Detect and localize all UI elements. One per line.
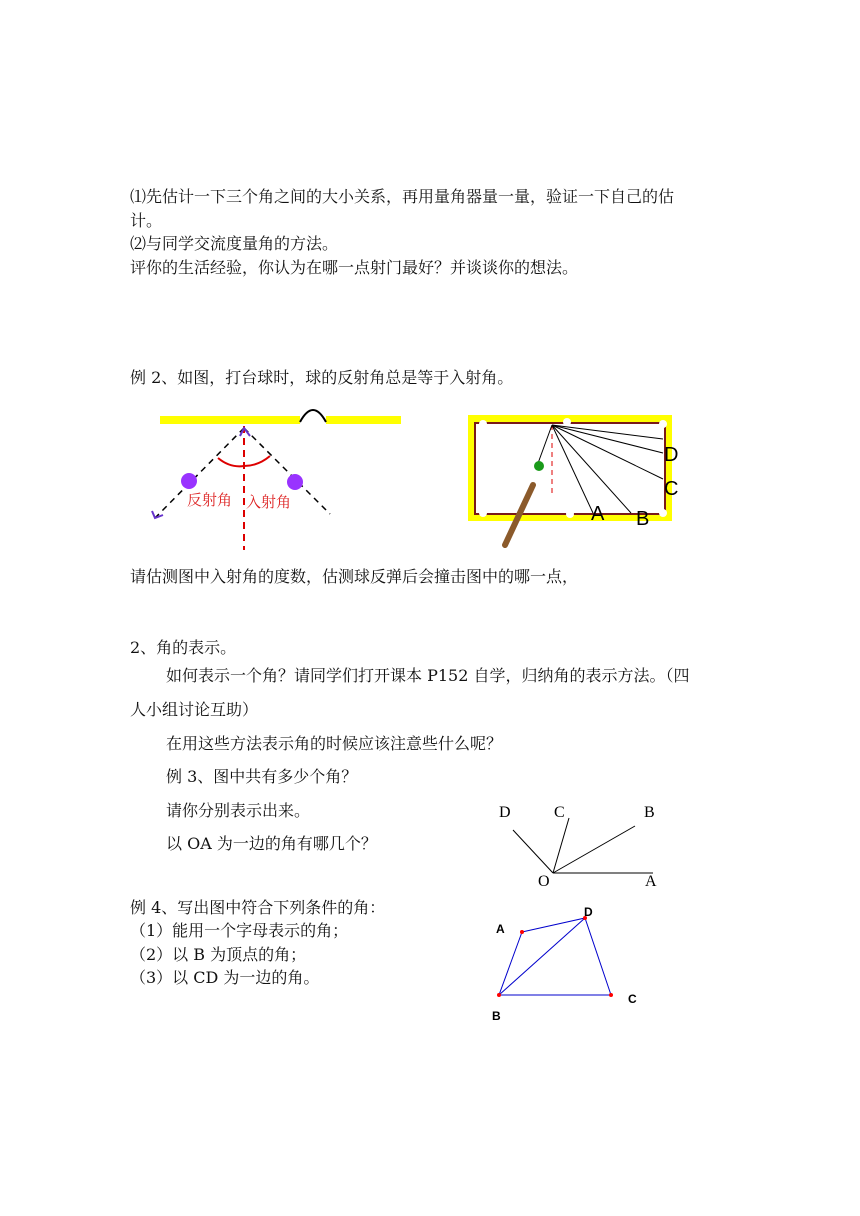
rail-left: [160, 416, 300, 424]
how-text-b: 人小组讨论互助）: [130, 700, 259, 719]
example-4-heading: 例 4、写出图中符合下列条件的角：: [130, 898, 386, 917]
point-a: A: [645, 873, 657, 890]
pocket-tm: [563, 418, 571, 426]
vertex-b: [497, 993, 501, 997]
incident-angle-arc: [244, 456, 270, 466]
reflection-diagram: [150, 400, 410, 550]
example-3-line-b: 请你分别表示出来。: [166, 801, 311, 820]
example-4-item-3: （3）以 CD 为一边的角。: [130, 968, 320, 987]
point-b: B: [636, 508, 650, 530]
point-d: D: [664, 444, 679, 466]
example-4-item-1: （1）能用一个字母表示的角；: [130, 921, 349, 940]
reflect-angle-arc: [218, 458, 244, 466]
ray-od: [513, 830, 553, 873]
label-incident-angle: 入射角: [246, 494, 292, 511]
text-p1b: 计。: [130, 211, 163, 230]
text-p3: 评你的生活经验，你认为在哪一点射门最好？并谈谈你的想法。: [130, 258, 579, 277]
section-2-heading: 2、角的表示。: [130, 638, 237, 657]
table-surface: [475, 423, 665, 514]
quadrilateral-diagram: [488, 903, 648, 1023]
text-p2: ⑵与同学交流度量角的方法。: [130, 234, 339, 253]
pocket-bm: [566, 510, 574, 518]
label-d: D: [584, 905, 593, 919]
diagonal-bd: [499, 918, 585, 995]
label-c: C: [628, 992, 637, 1006]
text-p1a: ⑴先估计一下三个角之间的大小关系，再用量角器量一量，验证一下自己的估: [130, 187, 675, 206]
example-3-heading: 例 3、图中共有多少个角？: [166, 767, 358, 786]
vertex-c: [609, 993, 613, 997]
cue-ball: [534, 461, 544, 471]
point-c: C: [664, 478, 679, 500]
point-o: O: [538, 873, 550, 890]
point-c: C: [554, 804, 565, 821]
estimate-question: 请估测图中入射角的度数，估测球反弹后会撞击图中的哪一点，: [130, 567, 579, 586]
billiard-table-diagram: [465, 413, 695, 548]
point-b: B: [644, 804, 655, 821]
label-reflect-angle: 反射角: [187, 492, 233, 509]
example-3-line-c: 以 OA 为一边的角有哪几个？: [166, 834, 377, 853]
quad-edges: [499, 918, 611, 995]
note-text: 在用这些方法表示角的时候应该注意些什么呢？: [166, 734, 503, 753]
pocket-br: [659, 509, 667, 517]
example-2-heading: 例 2、如图，打台球时，球的反射角总是等于入射角。: [130, 368, 514, 387]
example-4-item-2: （2）以 B 为顶点的角；: [130, 945, 307, 964]
rail-right: [326, 416, 401, 424]
vertex-a: [520, 930, 524, 934]
pocket-tl: [479, 420, 487, 428]
ball-right: [287, 474, 303, 490]
pocket-arc: [300, 410, 326, 422]
pocket-bl: [479, 509, 487, 517]
ray-ob: [553, 826, 635, 873]
how-text-a: 如何表示一个角？请同学们打开课本 P152 自学，归纳角的表示方法。（四: [166, 666, 690, 685]
pocket-tr: [659, 420, 667, 428]
ball-left: [181, 473, 197, 489]
label-b: B: [492, 1009, 501, 1023]
label-a: A: [496, 922, 505, 936]
angles-diagram: [490, 800, 670, 892]
point-d: D: [499, 804, 511, 821]
point-a: A: [591, 503, 605, 525]
